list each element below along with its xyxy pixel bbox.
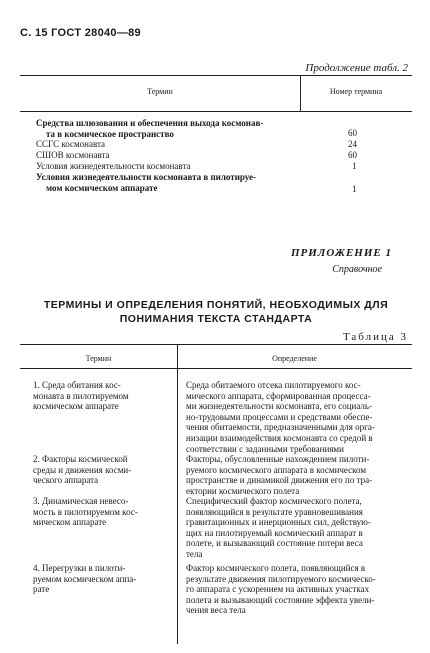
table-row: ССГС космонавта	[36, 139, 106, 149]
definition-line: полета и вызывающий состояние эффекта увели-	[186, 594, 375, 605]
term-line: монавта в пилотируемом	[33, 390, 129, 401]
table-row-term	[33, 380, 171, 412]
term-text: та в космическое пространство	[46, 129, 174, 139]
table-row-term	[33, 563, 171, 595]
table-2-header-rule	[20, 111, 412, 112]
definition-line: Фактор космического полета, появляющийся в	[186, 563, 366, 573]
definition-line: Факторы, обусловленные нахождением пилоти-	[186, 454, 370, 464]
table-3-header-term: Термин	[85, 354, 112, 363]
table-3-column-divider	[177, 344, 178, 644]
table-row	[36, 172, 256, 194]
definition-line: мического аппарата, сформированная процесса-	[186, 390, 371, 401]
definition-line: полете, и вызывающий состояние потери веса	[186, 538, 363, 549]
term-number: 60	[348, 150, 357, 160]
table-3-top-rule	[20, 344, 412, 345]
term-text: мом космическом аппарате	[46, 183, 158, 193]
term-number: 1	[352, 161, 357, 171]
term-line: рате	[33, 584, 50, 595]
definition-line: тела	[186, 548, 203, 559]
definition-line: низации взаимодействия космонавта со средой в	[186, 432, 373, 443]
term-line: 3. Динамическая невесо-	[33, 496, 129, 506]
term-number: 24	[348, 139, 357, 149]
section-title-line: ПОНИМАНИЯ ТЕКСТА СТАНДАРТА	[119, 313, 313, 325]
table-3-header-rule	[20, 368, 412, 369]
term-line: руемом космическом аппа-	[33, 573, 137, 584]
term-line: 1. Среда обитания кос-	[33, 380, 121, 390]
table-row: Условия жизнедеятельности космонавта	[36, 161, 191, 171]
term-line: 2. Факторы космической	[33, 454, 128, 464]
term-line: 4. Перегрузки в пилоти-	[33, 563, 126, 573]
term-line: среды и движения косми-	[33, 464, 132, 475]
table-continuation-label: Продолжение табл. 2	[305, 62, 408, 74]
definition-line: чения веса тела	[186, 605, 246, 616]
term-line: мическом аппарате	[33, 517, 107, 528]
table-row: СШОВ космонавта	[36, 150, 110, 160]
definition-line: пространстве и динамикой движения его по тра-	[186, 475, 373, 486]
definition-line: ектории космического полета	[186, 485, 300, 496]
term-line: космическом аппарате	[33, 401, 119, 412]
section-title	[20, 298, 412, 326]
table-2-header-term: Термин	[147, 87, 173, 96]
definition-line: щих на пилотируемый космический аппарат в	[186, 527, 363, 538]
definition-line: чения обитаемости, предназначенными для орга-	[186, 422, 375, 433]
page-header: С. 15 ГОСТ 28040—89	[20, 27, 141, 39]
table-2-header-number: Номер термина	[329, 87, 383, 96]
term-line: ческого аппарата	[33, 475, 99, 486]
term-text: Условия жизнедеятельности космонавта в пилотируе-	[36, 172, 256, 182]
table-row-term	[33, 496, 171, 528]
term-number: 1	[352, 184, 357, 194]
definition-line: появляющийся в результате уравновешивания	[186, 506, 363, 517]
table-row-definition	[186, 454, 412, 496]
section-title-line: ТЕРМИНЫ И ОПРЕДЕЛЕНИЯ ПОНЯТИЙ, НЕОБХОДИМЫХ ДЛЯ	[43, 299, 389, 311]
table-row-term	[33, 454, 171, 486]
term-number: 60	[348, 128, 357, 138]
table-row	[36, 118, 263, 140]
definition-line: Специфический фактор космического полета,	[186, 496, 362, 506]
definition-line: гравитационных и инерционных сил, действую-	[186, 517, 371, 528]
definition-line: но-трудовыми процессами и средствами обеспе-	[186, 411, 373, 422]
definition-line: Среда обитаемого отсека пилотируемого кос-	[186, 380, 361, 390]
definition-line: ми жизнедеятельности космонавта, его социаль-	[186, 401, 373, 412]
term-text: Средства шлюзования и обеспечения выхода космонав-	[36, 118, 264, 128]
table-3-header-definition: Определение	[272, 354, 317, 363]
term-line: мость в пилотируемом кос-	[33, 506, 138, 517]
definition-line: руемого космического аппарата в космическом	[186, 464, 367, 475]
definition-line: результате движения пилотируемого космическо-	[186, 573, 376, 584]
table-row-definition	[186, 496, 412, 560]
appendix-title: ПРИЛОЖЕНИЕ 1	[290, 247, 392, 259]
table-2-top-rule	[20, 75, 412, 76]
table-3-label: Таблица 3	[342, 331, 408, 343]
definition-line: го аппарата с ускорением на активных участках	[186, 584, 370, 595]
appendix-subtitle: Справочное	[332, 264, 382, 275]
table-row-definition	[186, 563, 412, 616]
table-row-definition	[186, 380, 412, 454]
definition-line: соответствии с заданными требованиями	[186, 443, 344, 454]
